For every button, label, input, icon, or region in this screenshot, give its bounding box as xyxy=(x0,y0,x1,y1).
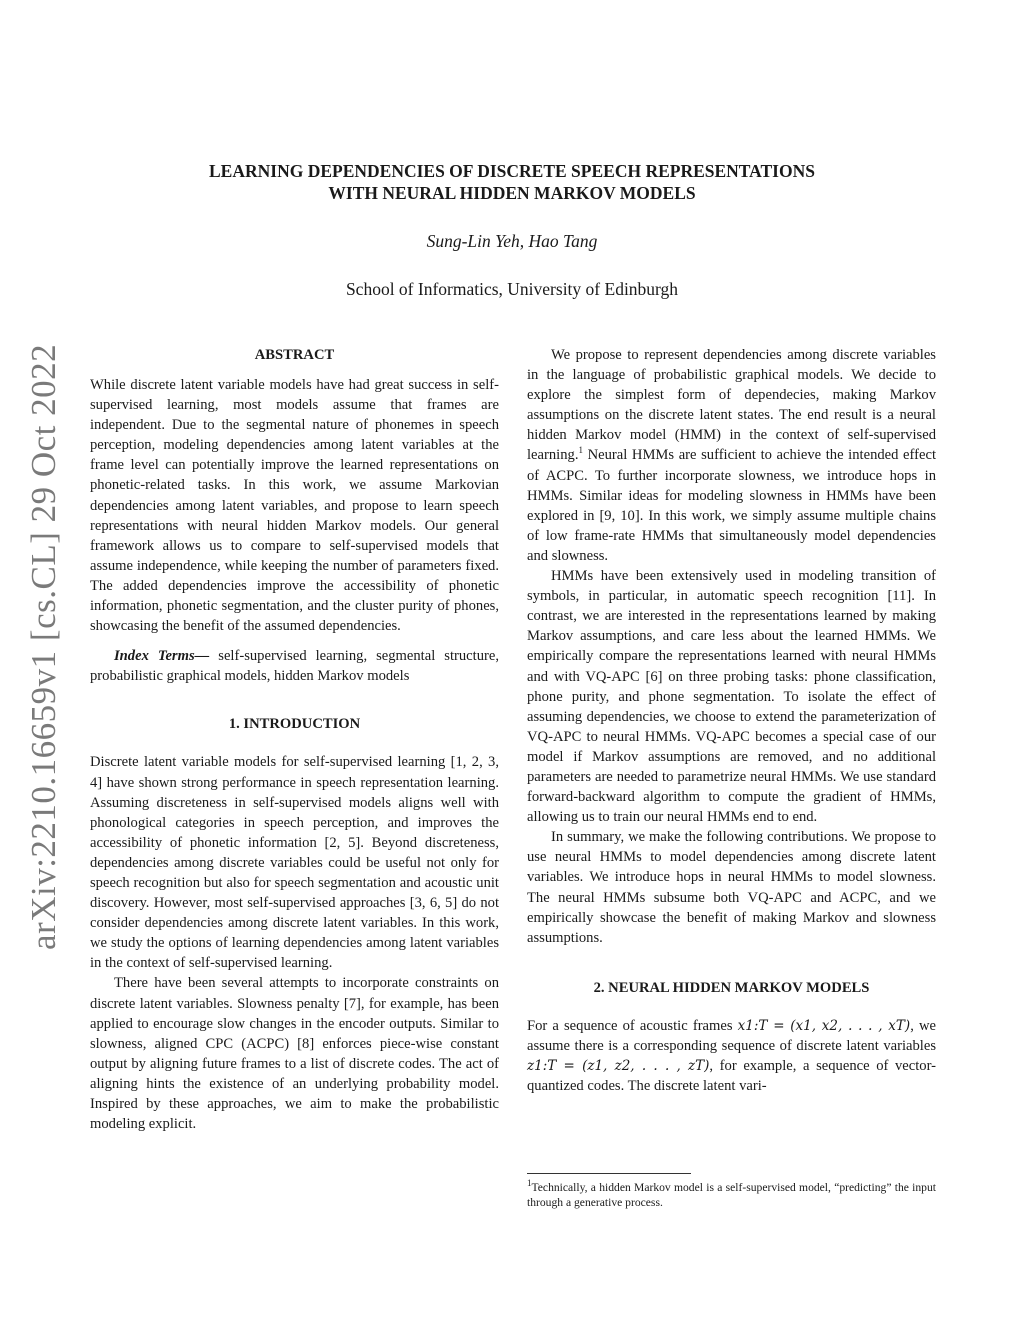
intro-paragraph-4: HMMs have been extensively used in modeling transition of symbols, in particular, in automatic speech recognition [11]. In contrast, we are interested in the representations learned by making Markov assumptions, and care less about the learned HMMs. We empirically compare the representations learned with neural HMMs and with VQ-APC [6] on three probing tasks: phone classification, phone purity, and phone segmentation. To isolate the effect of assuming dependencies, we choose to extend the parameterization of VQ-APC to neural HMMs. VQ-APC becomes a special case of our model if Markov assumptions are removed, and no additional parameters are needed to parametrize neural HMMs. We use standard forward-backward algorithm to compute the gradient of HMMs, allowing us to train our neural HMMs end to end. xyxy=(527,568,936,826)
intro-paragraph-1: Discrete latent variable models for self-supervised learning [1, 2, 3, 4] have shown strong performance in speech representation learning. Assuming discreteness in self-supervised models aligns well with phonological categories in speech perception, and improves the accessibility of phonetic information [2, 5]. Beyond discreteness, dependencies among discrete variables could be useful not only for speech recognition but also for speech segmentation and acoustic unit discovery. However, most self-supervised approaches [3, 6, 5] do not consider dependencies among discrete latent variables. In this work, we study the options of learning dependencies among latent variables in the context of self-supervised learning. xyxy=(90,754,499,972)
index-terms-label: Index Terms— xyxy=(114,648,210,665)
intro-heading: 1. INTRODUCTION xyxy=(228,716,361,733)
right-column xyxy=(527,345,936,1096)
section-2-paragraph-1 xyxy=(527,1016,936,1096)
index-terms xyxy=(90,646,499,686)
footnote-divider xyxy=(527,1173,691,1174)
index-terms-text: self-supervised learning, segmental structure, probabilistic graphical models, hidden Markov models xyxy=(90,648,499,685)
intro-paragraph-3-b: Neural HMMs are sufficient to achieve the intended effect of ACPC. To further incorporate slowness, we introduce hops in HMMs. Similar ideas for modeling slowness in HMMs have been explored in [9, 10]. In this work, we simply assume multiple chains of low frame-rate HMMs that simultaneously model dependencies and slowness. xyxy=(527,447,936,564)
title-line-1: LEARNING DEPENDENCIES OF DISCRETE SPEECH REPRESENTATIONS xyxy=(209,161,815,181)
intro-paragraph-3-a: We propose to represent dependencies among discrete variables in the language of probabilistic graphical models. We decide to explore the simplest form of dependecies, making Markov assumptions on the discrete latent states. The end result is a neural hidden Markov model (HMM) in the context of self-supervised learning. xyxy=(527,347,936,464)
authors: Sung-Lin Yeh, Hao Tang xyxy=(426,231,598,251)
footnote xyxy=(527,1180,936,1210)
section-2-heading: 2. NEURAL HIDDEN MARKOV MODELS xyxy=(593,979,870,996)
footnote-mark: 1 xyxy=(527,1178,532,1189)
section-2-text-a: For a sequence of acoustic frames xyxy=(527,1017,738,1034)
section-2-text-c: , for example, a sequence of vector-quantized codes. The discrete latent vari- xyxy=(527,1058,936,1095)
left-column xyxy=(90,345,499,1134)
paper-title xyxy=(100,160,924,204)
abstract-heading: ABSTRACT xyxy=(254,347,335,363)
math-z-sequence: z1:T = (z1, z2, . . . , zT) xyxy=(527,1058,710,1074)
abstract-body: While discrete latent variable models have had great success in self-supervised learning, most models assume that frames are independent. Due to the segmental nature of phonemes in speech perception, modeling dependencies among latent variables at the frame level can potentially improve the learned representations on phonetic-related tasks. In this work, we assume Markovian dependencies among latent variables, and propose to learn speech representations with neural hidden Markov models. Our general framework allows us to compare to self-supervised models that assume independence, while keeping the number of parameters fixed. The added dependencies improve the accessibility of phonetic information, phonetic segmentation, and the cluster purity of phones, showcasing the benefit of the assumed dependencies. xyxy=(90,377,499,635)
footnote-ref: 1 xyxy=(578,445,583,456)
arxiv-identifier: arXiv:2210.16659v1 [cs.CL] 29 Oct 2022 xyxy=(24,343,63,950)
math-x-sequence: x1:T = (x1, x2, . . . , xT) xyxy=(737,1017,911,1034)
affiliation: School of Informatics, University of Edinburgh xyxy=(345,279,679,299)
title-line-2: WITH NEURAL HIDDEN MARKOV MODELS xyxy=(328,183,696,203)
footnote-text: Technically, a hidden Markov model is a self-supervised model, “predicting” the input through a generative process. xyxy=(527,1181,936,1209)
section-2-text-b: , we assume there is a corresponding sequence of discrete latent variables xyxy=(527,1017,936,1054)
intro-paragraph-3 xyxy=(527,345,936,566)
intro-paragraph-2: There have been several attempts to incorporate constraints on discrete latent variables. Slowness penalty [7], for example, has been applied to encourage slow changes in the encoder outputs. Similar to slowness, aligned CPC (ACPC) [8] enforces piece-wise constant output by aligning future frames to a list of discrete codes. The act of aligning hints the existence of an underlying probability model. Inspired by these approaches, we aim to make the probabilistic modeling explicit. xyxy=(90,975,499,1133)
intro-paragraph-5: In summary, we make the following contributions. We propose to use neural HMMs to model dependencies among discrete latent variables. We introduce hops in neural HMMs to model slowness. The neural HMMs subsume both VQ-APC and ACPC, and we empirically showcase the benefit of making Markov and slowness assumptions. xyxy=(527,829,936,946)
